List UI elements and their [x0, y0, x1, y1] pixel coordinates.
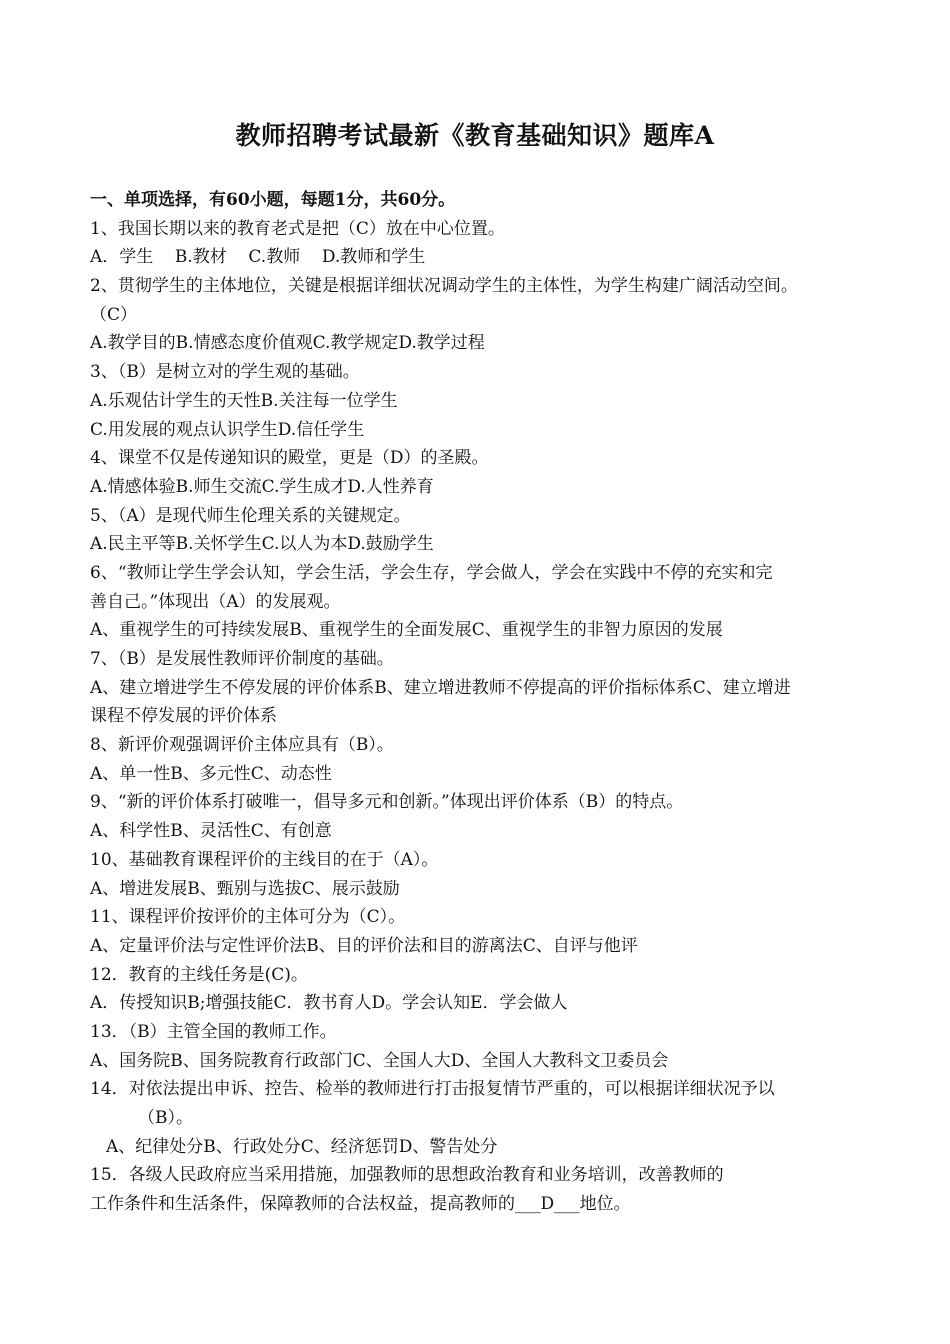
question-9: 9、“新的评价体系打破唯一，倡导多元和创新。”体现出评价体系（B）的特点。	[90, 792, 684, 813]
question-7: 7、（B）是发展性教师评价制度的基础。	[90, 649, 394, 669]
question-6-continued: 善自己。”体现出（A）的发展观。	[90, 591, 341, 612]
question-2-options: A.教学目的B.情感态度价值观C.教学规定D.教学过程	[90, 333, 485, 354]
question-15-continued: 工作条件和生活条件，保障教师的合法权益，提高教师的___D___地位。	[90, 1194, 631, 1215]
question-15: 15．各级人民政府应当采用措施，加强教师的思想政治教育和业务培训，改善教师的	[90, 1165, 724, 1186]
question-1-options: A．学生 B.教材 C.教师 D.教师和学生	[90, 247, 426, 268]
question-1: 1、我国长期以来的教育老式是把（C）放在中心位置。	[90, 218, 505, 239]
question-4: 4、课堂不仅是传递知识的殿堂，更是（D）的圣殿。	[90, 448, 489, 469]
question-11-options: A、定量评价法与定性评价法B、目的评价法和目的游离法C、自评与他评	[90, 935, 638, 956]
question-8-options: A、单一性B、多元性C、动态性	[90, 763, 332, 784]
question-11: 11、课程评价按评价的主体可分为（C）。	[90, 907, 406, 928]
question-10: 10、基础教育课程评价的主线目的在于（A）。	[90, 849, 439, 870]
question-13-options: A、国务院B、国务院教育行政部门C、全国人大D、全国人大教科文卫委员会	[90, 1050, 669, 1071]
question-12: 12．教育的主线任务是(C)。	[90, 964, 308, 985]
question-3: 3、（B）是树立对的学生观的基础。	[90, 362, 360, 383]
question-12-options: A．传授知识B;增强技能C．教书育人D。学会认知E．学会做人	[90, 993, 568, 1014]
document-title: 教师招聘考试最新《教育基础知识》题库A	[235, 121, 715, 150]
section-heading: 一、单项选择，有60小题，每题1分，共60分。	[90, 190, 456, 210]
question-3-options-a-b: A.乐观估计学生的天性B.关注每一位学生	[90, 390, 398, 411]
question-14: 14．对依法提出申诉、控告、检举的教师进行打击报复情节严重的，可以根据详细状况予以	[90, 1079, 775, 1100]
question-3-options-c-d: C.用发展的观点认识学生D.信任学生	[90, 419, 365, 440]
question-13: 13．（B）主管全国的教师工作。	[90, 1021, 337, 1042]
question-7-options-continued: 课程不停发展的评价体系	[90, 706, 277, 727]
question-6-options: A、重视学生的可持续发展B、重视学生的全面发展C、重视学生的非智力原因的发展	[90, 620, 723, 641]
question-8: 8、新评价观强调评价主体应具有（B）。	[90, 735, 394, 756]
question-7-options: A、建立增进学生不停发展的评价体系B、建立增进教师不停提高的评价指标体系C、建立增进	[90, 677, 791, 698]
question-5: 5、（A）是现代师生伦理关系的关键规定。	[90, 505, 411, 526]
question-10-options: A、增进发展B、甄别与选拔C、展示鼓励	[90, 878, 400, 899]
question-14-answer: （B）。	[138, 1108, 193, 1128]
question-9-options: A、科学性B、灵活性C、有创意	[90, 821, 332, 842]
question-2-answer: （C）	[90, 304, 138, 325]
question-14-options: A、纪律处分B、行政处分C、经济惩罚D、警告处分	[106, 1136, 498, 1157]
question-6: 6、“教师让学生学会认知，学会生活，学会生存，学会做人，学会在实践中不停的充实和完	[90, 562, 773, 583]
question-2: 2、贯彻学生的主体地位，关键是根据详细状况调动学生的主体性，为学生构建广阔活动空间。	[90, 276, 798, 297]
question-list	[90, 186, 880, 1219]
question-5-options: A.民主平等B.关怀学生C.以人为本D.鼓励学生	[90, 534, 434, 555]
question-4-options: A.情感体验B.师生交流C.学生成才D.人性养育	[90, 476, 434, 497]
